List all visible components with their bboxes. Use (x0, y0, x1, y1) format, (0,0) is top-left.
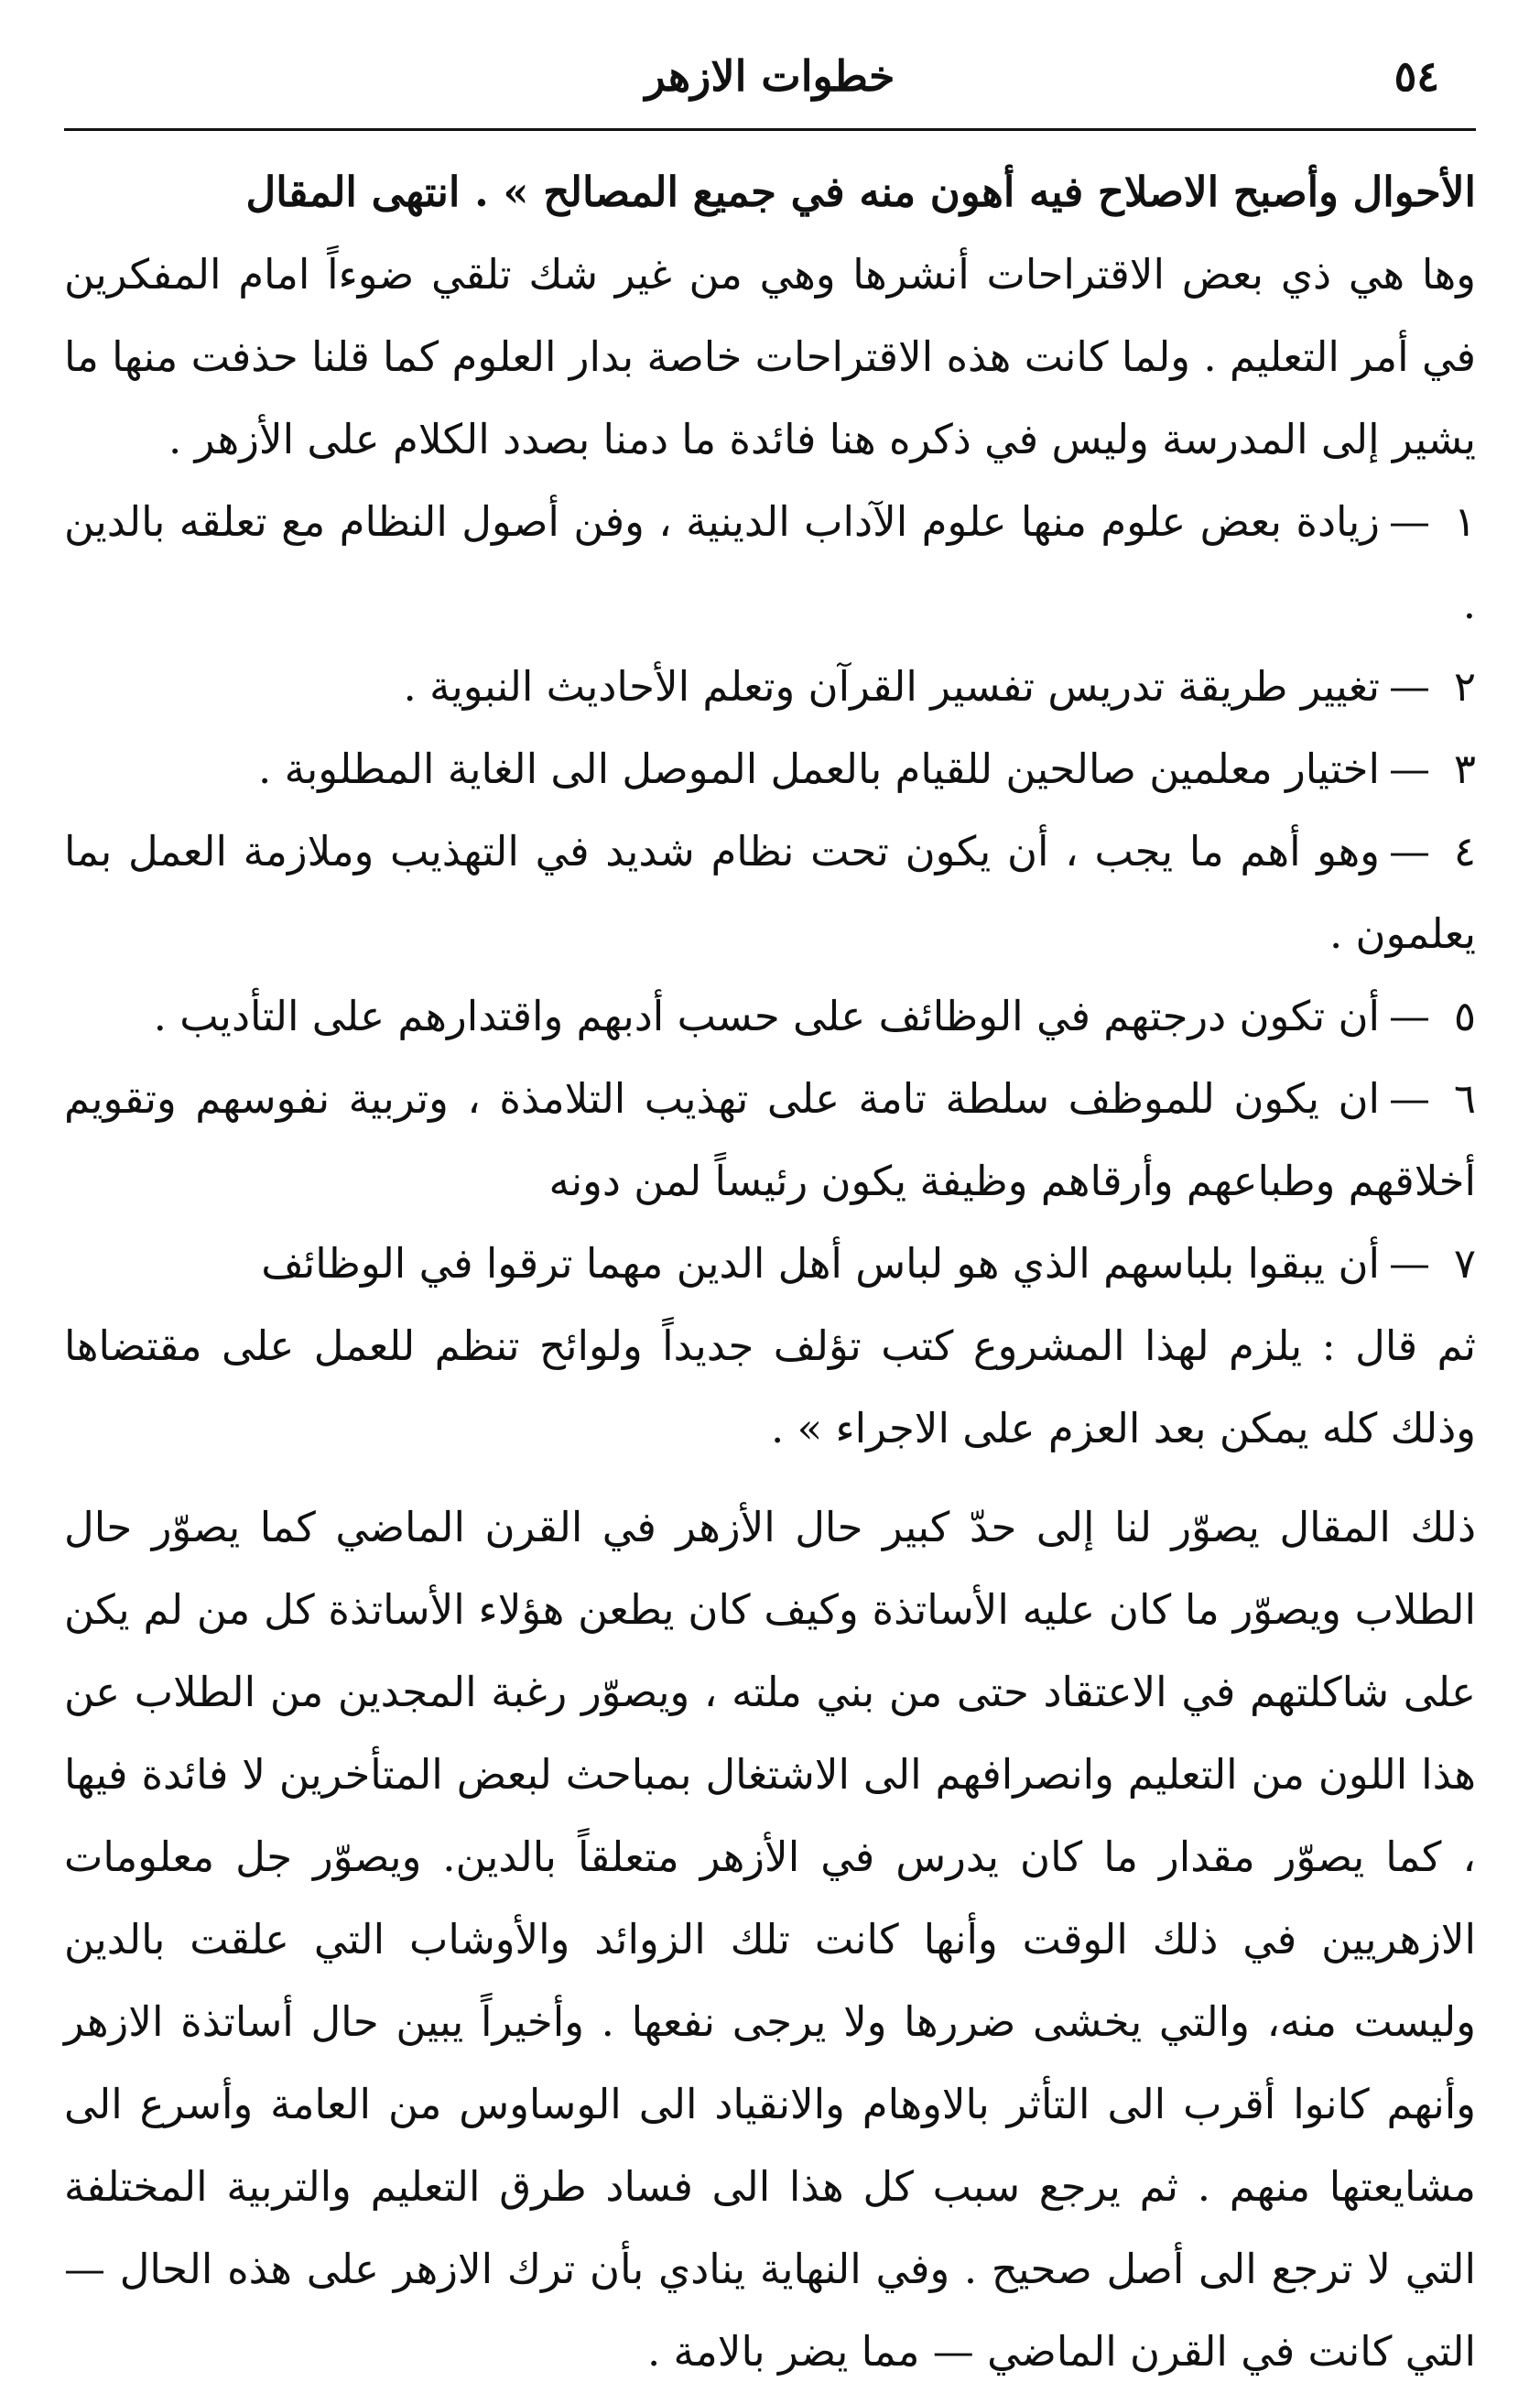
list-item (64, 975, 1476, 1058)
list-item-dash: — (1389, 497, 1430, 546)
proposal-list (64, 481, 1476, 1305)
body-text (64, 151, 1476, 2393)
intro-paragraph: وها هي ذي بعض الاقتراحات أنشرها وهي من غير شك تلقي ضوءاً امام المفكرين في أمر التعليم . ولما كانت هذه الاقتراحات خاصة بدار العلوم كما قلنا حذفت منها ما يشير إلى المدرسة وليس في ذكره هنا فائدة ما دمنا بصدد الكلام على الأزهر . (64, 250, 1476, 463)
list-item-dash: — (1389, 662, 1430, 711)
list-item (64, 1223, 1476, 1305)
list-item-text: وهو أهم ما يجب ، أن يكون تحت نظام شديد في التهذيب وملازمة العمل بما يعلمون . (64, 827, 1476, 958)
list-item-dash: — (1389, 827, 1430, 876)
list-item-number: ٣ (1453, 745, 1476, 793)
list-item-dash: — (1389, 1074, 1430, 1123)
list-item (64, 810, 1476, 975)
list-item-text: زيادة بعض علوم منها علوم الآداب الدينية ، وفن أصول النظام مع تعلقه بالدين . (64, 497, 1476, 628)
running-head (64, 46, 1476, 128)
page-number: ٥٤ (1394, 51, 1439, 101)
list-item-number: ٥ (1453, 992, 1476, 1040)
list-item-number: ١ (1453, 497, 1476, 546)
list-item-text: أن تكون درجتهم في الوظائف على حسب أدبهم واقتدارهم على التأديب . (153, 992, 1380, 1040)
list-item-number: ٤ (1453, 827, 1476, 876)
list-item-number: ٦ (1453, 1074, 1476, 1123)
list-item-number: ٢ (1453, 662, 1476, 711)
list-item (64, 646, 1476, 728)
running-title: خطوات الازهر (645, 51, 895, 101)
header-rule (64, 128, 1476, 131)
list-item-text: تغيير طريقة تدريس تفسير القرآن وتعلم الأحاديث النبوية . (403, 662, 1380, 711)
list-item (64, 728, 1476, 810)
list-item-text: ان يكون للموظف سلطة تامة على تهذيب التلامذة ، وتربية نفوسهم وتقويم أخلاقهم وطباعهم وأرقاهم وظيفة يكون رئيساً لمن دونه (64, 1074, 1476, 1205)
main-paragraph: ذلك المقال يصوّر لنا إلى حدّ كبير حال الأزهر في القرن الماضي كما يصوّر حال الطلاب ويصوّر ما كان عليه الأساتذة وكيف كان يطعن هؤلاء الأساتذة كل من لم يكن على شاكلتهم في الاعتقاد حتى من بني ملته ، ويصوّر رغبة المجدين من الطلاب عن هذا اللون من التعليم وانصرافهم الى الاشتغال بمباحث لبعض المتأخرين لا فائدة فيها ، كما يصوّر مقدار ما كان يدرس في الأزهر متعلقاً بالدين. ويصوّر جل معلومات الازهريين في ذلك الوقت وأنها كانت تلك الزوائد والأوشاب التي علقت بالدين وليست منه، والتي يخشى ضررها ولا يرجى نفعها . وأخيراً يبين حال أساتذة الازهر وأنهم كانوا أقرب الى التأثر بالاوهام والانقياد الى الوساوس من العامة وأسرع الى مشايعتها منهم . ثم يرجع سبب كل هذا الى فساد طرق التعليم والتربية المختلفة التي لا ترجع الى أصل صحيح . وفي النهاية ينادي بأن ترك الازهر على هذه الحال — التي كانت في القرن الماضي — مما يضر بالامة . (64, 1503, 1476, 2376)
list-item-number: ٧ (1453, 1239, 1476, 1288)
list-item-dash: — (1389, 992, 1430, 1040)
list-item-dash: — (1389, 745, 1430, 793)
list-item-text: أن يبقوا بلباسهم الذي هو لباس أهل الدين مهما ترقوا في الوظائف (261, 1239, 1380, 1288)
list-item-text: اختيار معلمين صالحين للقيام بالعمل الموصل الى الغاية المطلوبة . (257, 745, 1380, 793)
list-item (64, 1058, 1476, 1223)
closing-paragraph: ثم قال : يلزم لهذا المشروع كتب تؤلف جديداً ولوائح تنظم للعمل على مقتضاها وذلك كله يمكن بعد العزم على الاجراء » . (64, 1322, 1476, 1452)
list-item (64, 481, 1476, 646)
list-item-dash: — (1389, 1239, 1430, 1288)
lead-paragraph: الأحوال وأصبح الاصلاح فيه أهون منه في جميع المصالح » . انتهى المقال (245, 168, 1476, 216)
